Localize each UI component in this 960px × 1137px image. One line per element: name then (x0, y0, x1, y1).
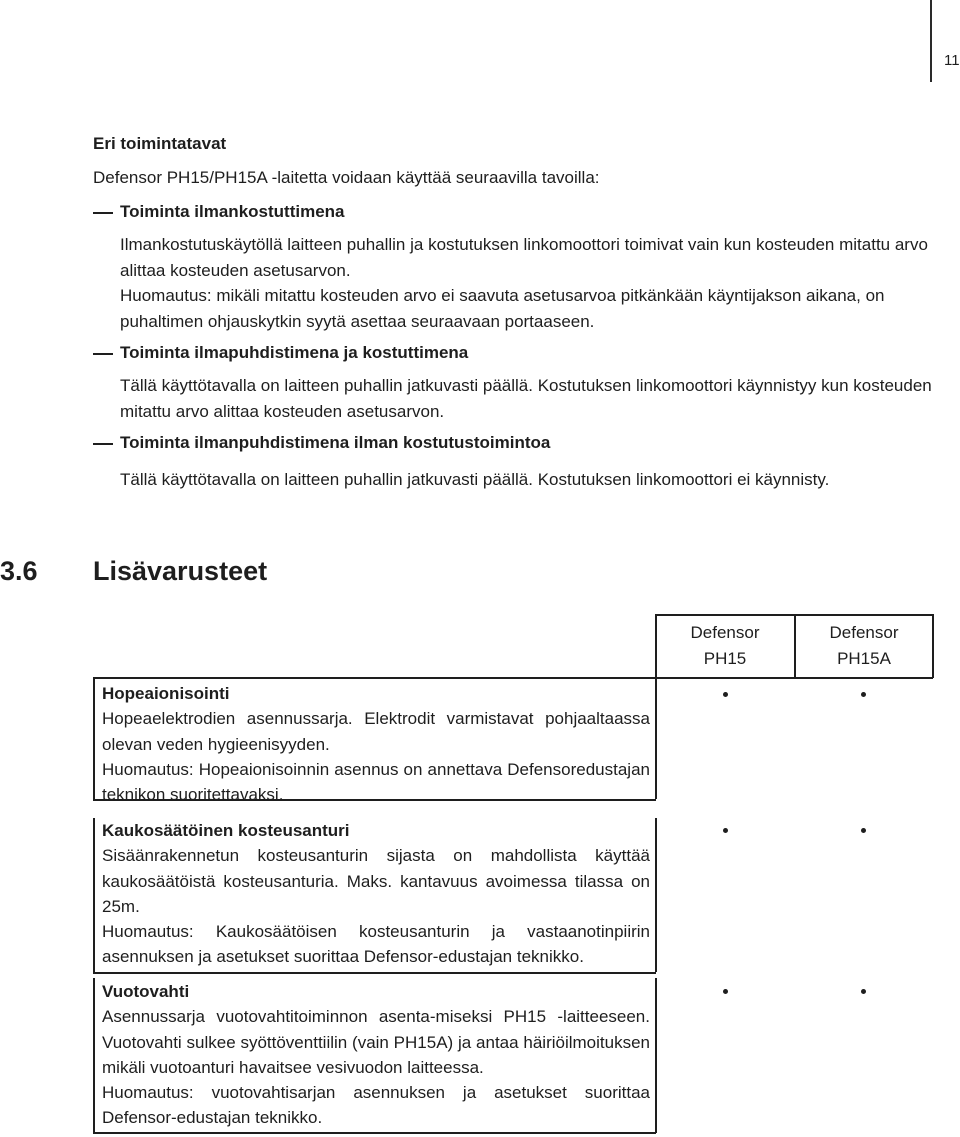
mode-paragraph: Tällä käyttötavalla on laitteen puhallin jatkuvasti päällä. Kostutuksen linkomoottori ei käynnisty. (120, 470, 830, 489)
row-separator (93, 972, 656, 974)
accessory-row-remote-sensor (102, 818, 650, 970)
mode-paragraph: Tällä käyttötavalla on laitteen puhallin jatkuvasti päällä. Kostutuksen linkomoottori käynnistyy kun kosteuden mitattu arvo alittaa kosteuden asetusarvon. (120, 376, 932, 421)
column-header-line: Defensor (690, 623, 760, 642)
column-header-line: PH15A (837, 649, 891, 668)
availability-dot-ph15 (723, 692, 728, 697)
mode-text-purifier-only (120, 467, 936, 493)
table-bottom-border (93, 1132, 656, 1134)
list-dash (93, 443, 113, 445)
column-divider (655, 978, 657, 1133)
chapter-number: 3.6 (0, 556, 38, 586)
accessory-note: Huomautus: Kaukosäätöisen kosteusanturin ja vastaanotinpiirin asennuksen ja asetukset suorittaa Defensor-edustajan teknikko. (102, 922, 650, 967)
list-dash (93, 212, 113, 214)
accessory-description: Hopeaelektrodien asennussarja. Elektrodit varmistavat pohjaaltaassa olevan veden hygieenisyyden. (102, 709, 650, 754)
page-number: 11 (944, 52, 960, 69)
mode-title-humidifier: Toiminta ilmankostuttimena (120, 202, 345, 221)
column-header-ph15 (656, 620, 794, 672)
left-border (93, 978, 95, 1133)
column-header-line: PH15 (703, 649, 747, 668)
column-divider (655, 818, 657, 972)
column-header-ph15a (795, 620, 933, 672)
accessories-table (93, 614, 933, 1134)
accessory-title: Hopeaionisointi (102, 684, 230, 703)
section-heading: Eri toimintatavat (93, 134, 227, 153)
mode-paragraph: Ilmankostutuskäytöllä laitteen puhallin ja kostutuksen linkomoottori toimivat vain kun kosteuden mitattu arvo alittaa kosteuden asetusarvon. (120, 235, 928, 280)
intro-text: Defensor PH15/PH15A -laitetta voidaan käyttää seuraavilla tavoilla: (93, 168, 600, 187)
availability-dot-ph15a (861, 828, 866, 833)
header-separator (93, 677, 933, 679)
accessory-title: Vuotovahti (102, 982, 190, 1001)
accessory-note: Huomautus: Hopeaionisoinnin asennus on annettava Defensoredustajan teknikon suoritettavaksi. (102, 759, 650, 805)
accessory-description: Sisäänrakennetun kosteusanturin sijasta on mahdollista käyttää kaukosäätöistä kosteusanturia. Maks. kantavuus avoimessa tilassa on 25m. (102, 846, 650, 916)
accessory-title: Kaukosäätöinen kosteusanturi (102, 821, 350, 840)
mode-text-purifier-humidifier (120, 373, 936, 424)
mode-note: Huomautus: mikäli mitattu kosteuden arvo ei saavuta asetusarvoa pitkänkään käyntijakson aikana, on puhaltimen ohjauskytkin syytä asettaa seuraavaan portaaseen. (120, 286, 885, 331)
mode-title-purifier-humidifier: Toiminta ilmapuhdistimena ja kostuttimena (120, 343, 469, 362)
left-border (93, 677, 95, 799)
availability-dot-ph15a (861, 692, 866, 697)
chapter-title: Lisävarusteet (93, 556, 268, 586)
left-border (93, 818, 95, 972)
availability-dot-ph15a (861, 989, 866, 994)
column-header-line: Defensor (829, 623, 899, 642)
accessory-row-silver-ionisation (102, 681, 650, 807)
availability-dot-ph15 (723, 828, 728, 833)
accessory-note: Huomautus: vuotovahtisarjan asennuksen ja asetukset suorittaa Defensor-edustajan teknikko. (102, 1083, 650, 1128)
availability-dot-ph15 (723, 989, 728, 994)
accessory-row-leak-guard (102, 979, 650, 1131)
list-dash (93, 353, 113, 355)
mode-title-purifier-only: Toiminta ilmanpuhdistimena ilman kostutustoimintoa (120, 433, 551, 452)
mode-text-humidifier (120, 232, 936, 334)
accessory-description: Asennussarja vuotovahtitoiminnon asenta-miseksi PH15 -laitteeseen. Vuotovahti sulkee syöttöventtiilin (vain PH15A) ja antaa häiriöilmoituksen mikäli vuotoanturi havaitsee vesivuodon laitteessa. (102, 1007, 650, 1077)
page-edge-rule (930, 0, 932, 82)
